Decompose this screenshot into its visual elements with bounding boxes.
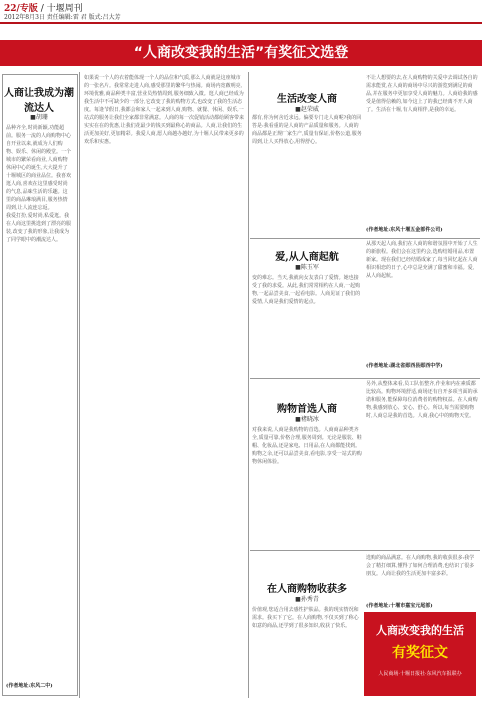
article-2-body-right: 不让人想要的去,在人商购物的关爱中去调试各自的需求能赏,在人商的商场中尽兴的游览到满足的商品,并在服务中更加享受人商的魅力。人商给我的感受是值得信赖的,如今这上了的我已经离不开人商了。生活在十堰,有人商相伴,是我的幸运。: [366, 75, 478, 113]
article-5-body-right: 选购的商品满意。在人商购物,我的收获很多:我学会了精打细算,懂得了如何合理消费,也结识了很多朋友。人商让我的生活更加丰富多彩。: [366, 555, 475, 577]
article-3-author: ■陈玉军: [295, 264, 319, 271]
article-5-author: ■孙秀青: [295, 596, 319, 603]
article-5-title: 在人商购物收获多: [267, 584, 347, 595]
article-1-body: 品种齐全,时尚新颖,功能超前。服务一流的人商购物中心自开业以来,就成为人们购物、娱乐、休闲的殿堂。一个城市的繁荣看商业,人商购物休闲中心的诞生,大大提升了十堰城区的商业品位。我喜欢逛人商,喜欢在这里感受时尚的气息,品味生活的乐趣。这里的商品琳琅满目,服务热情周到,让人流连忘返。 我爱打扮,爱时尚,私爱逛。我在人商这里挑选到了漂亮的服装,改变了我的形象,让我成为了同学眼中的潮流达人。: [6, 125, 72, 243]
date-line: 2012年8月3日 责任编辑:雷 君 版式:吕大芳: [4, 14, 121, 21]
column-divider: [248, 72, 249, 698]
promo-line1: 人商改变我的生活: [376, 624, 464, 637]
article-4-author: ■褚晓冰: [295, 416, 319, 423]
promo-box: [364, 612, 476, 696]
article-4-body-left: 对我来说,人商是我购物的首选。人商商品种类齐全,质量可靠,价格合理,服务周到。无论是服装、鞋帽、化妆品,还是家电、日用品,在人商都能找到。购物之余,还可以品尝美食,看电影,享受一站式的购物休闲体验。: [252, 427, 362, 465]
page-header: 22/专版 / 十堰周刊 2012年8月3日 责任编辑:雷 君 版式:吕大芳: [0, 0, 482, 24]
article-3-title: 爱,从人商起航: [275, 252, 339, 263]
article-2-title: 生活改变人商: [277, 94, 337, 105]
article-4-title: 购物首选人商: [277, 404, 337, 415]
banner-title: “人商改变我的生活”有奖征文选登: [0, 40, 482, 66]
article-3-body-right: 从那天起人商,我们在人商的和谐氛围中开始了人生的新旅程。我们会在这里约会,选购结婚用品,布置新家。现在我们已经结婚成家了,每当回忆起在人商相识相恋的日子,心中总是充满了甜蜜和幸福。爱,从人商起航。: [366, 241, 478, 279]
article-1-address: (作者地址:东风二中): [6, 683, 53, 689]
column-2-text: 如果说一个人的衣着能体现一个人的品位和气质,那么人商就是这座城市的一张名片。我常常走进人商,感受那里的繁华与热闹。商场内宽敞明亮,环境优雅,商品种类丰富,营业员热情周到,服务细致入微。逛人商已经成为我生活中不可缺少的一部分,它改变了我的购物方式,也改变了我的生活态度。每逢节假日,我都会和家人一起来到人商,购物、就餐、休闲、娱乐,一站式的服务让我们全家都非常满意。人商的每一次促销活动都给顾客带来实实在在的优惠,让我们花最少的钱买到最称心的商品。人商,让我们的生活更加美好,更加精彩。我爱人商,愿人商越办越好,为十堰人民带来更多的欢乐和实惠。: [84, 75, 244, 145]
article-2-body-left: 都有,你为何舍近求远。偏要专门走人商呢?我的回答是:我看重的是人商的产品质量和服务。人商的商品都是正规厂家生产,质量有保证,价格公道,服务周到,让人买得放心,用得舒心。: [252, 115, 362, 145]
section-divider: [250, 238, 480, 239]
article-2-author: ■赵荣威: [295, 106, 319, 113]
section-divider: [250, 550, 480, 551]
promo-line3: 人民商场·十堰日报社·东风汽车报联办: [378, 671, 462, 677]
article-3-body-left: 变的难忘。当天,我就向女友表白了爱情。她也接受了我的求爱。从此,我们常常相约在人商,一起购物,一起品尝美食,一起看电影。人商见证了我们的爱情,人商是我们爱情的起点。: [252, 275, 361, 305]
column-divider: [79, 72, 80, 698]
section-divider: [250, 378, 480, 379]
page-section: 22/专版: [4, 4, 38, 14]
paper-name: 十堰周刊: [46, 4, 83, 14]
article-5-address: (作者地址:十堰市嘉宝元尾部): [366, 603, 433, 609]
article-1-title: 人商让我成为潮流达人: [4, 88, 74, 114]
article-2-address: (作者地址:东风十堰五金部件公司): [366, 227, 443, 233]
promo-line2: 有奖征文: [392, 645, 448, 661]
article-3-address: (作者地址:湖北省郧西县郧西中学): [366, 363, 443, 369]
article-4-body-right: 另外,从整体来看,员工队伍整齐,作业和内在素质都比较高。购物环境舒适,商场还有自开多项当面的承诺和服务,能保障每位消费者的购物权益。在人商购物,我感到放心、安心、舒心。所以,每当需要购物时,人商总是我的首选。人商,我心中的购物天堂。: [366, 381, 478, 419]
article-5-body-left: 价值观,您适合用去感性护肤品。我的现实情况和需求。我买下了它。在人商购物,不仅买到了称心如意的商品,还学到了很多知识,收获了快乐。: [252, 607, 359, 629]
article-1-author: ■胡珊: [30, 114, 48, 121]
header-rule: [0, 22, 482, 24]
